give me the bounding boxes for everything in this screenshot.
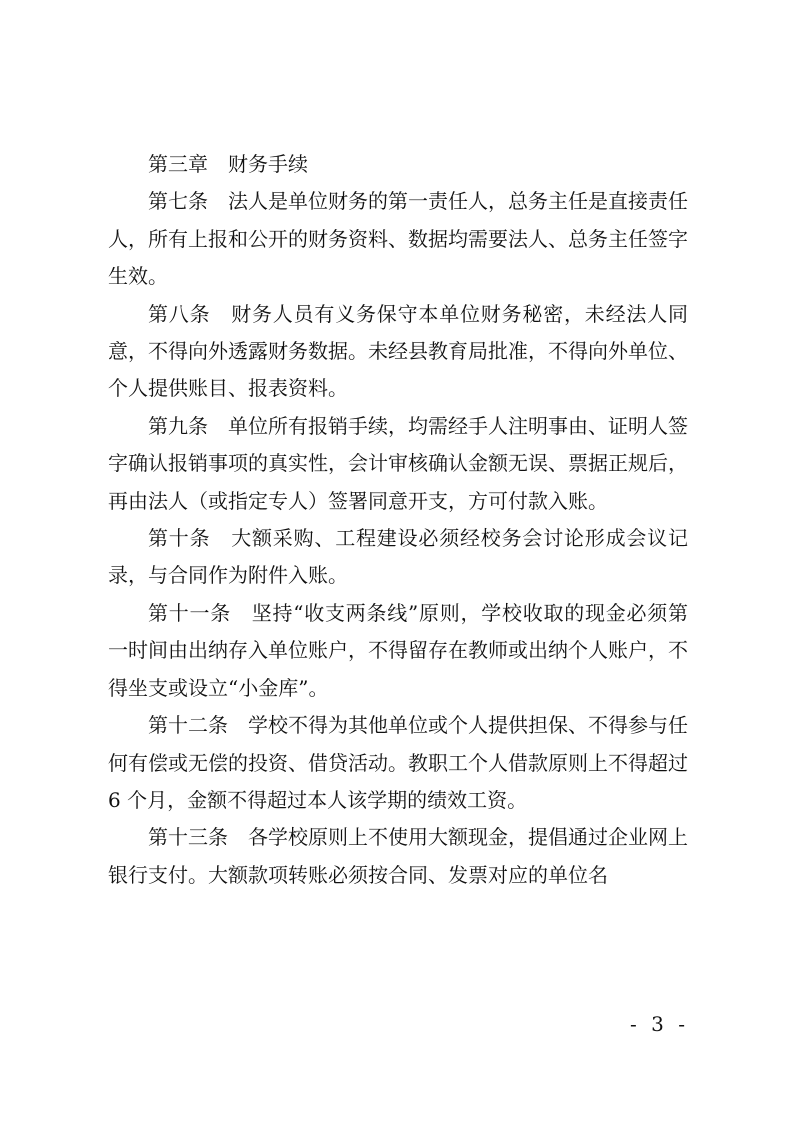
- article-number: 第十条: [148, 526, 211, 551]
- article-number: 第十一条: [148, 600, 232, 625]
- article-number: 第十三条: [148, 825, 228, 850]
- article-text: 单位所有报销手续，均需经手人注明事由、证明人签字确认报销事项的真实性，会计审核确认金额无误、票据正规后，再由法人（或指定专人）签署同意开支，方可付款入账。: [108, 413, 688, 513]
- article-text: 法人是单位财务的第一责任人，总务主任是直接责任人，所有上报和公开的财务资料、数据均需要法人、总务主任签字生效。: [108, 189, 688, 289]
- document-body: [108, 146, 688, 894]
- article-number: 第八条: [148, 301, 211, 326]
- chapter-title: 财务手续: [228, 152, 308, 176]
- page-number: - 3 -: [630, 1012, 689, 1036]
- article-11: [108, 595, 688, 707]
- article-13: [108, 819, 688, 894]
- article-7: [108, 183, 688, 295]
- article-9: [108, 408, 688, 520]
- article-10: [108, 520, 688, 595]
- article-text: 财务人员有义务保守本单位财务秘密，未经法人同意，不得向外透露财务数据。未经县教育局批准，不得向外单位、个人提供账目、报表资料。: [108, 301, 689, 401]
- article-number: 第七条: [148, 189, 208, 214]
- article-text: 坚持“收支两条线”原则，学校收取的现金必须第一时间由出纳存入单位账户，不得留存在教师或出纳个人账户，不得坐支或设立“小金库”。: [108, 600, 689, 700]
- article-text: 大额采购、工程建设必须经校务会讨论形成会议记录，与合同作为附件入账。: [108, 526, 689, 588]
- chapter-number: 第三章: [148, 152, 208, 176]
- article-number: 第十二条: [148, 713, 228, 738]
- article-12: [108, 707, 688, 819]
- chapter-heading: [108, 146, 688, 183]
- article-number: 第九条: [148, 413, 208, 438]
- article-8: [108, 296, 688, 408]
- article-text: 各学校原则上不使用大额现金，提倡通过企业网上银行支付。大额款项转账必须按合同、发票对应的单位名: [108, 825, 688, 887]
- article-text: 学校不得为其他单位或个人提供担保、不得参与任何有偿或无偿的投资、借贷活动。教职工个人借款原则上不得超过 6 个月，金额不得超过本人该学期的绩效工资。: [108, 713, 688, 812]
